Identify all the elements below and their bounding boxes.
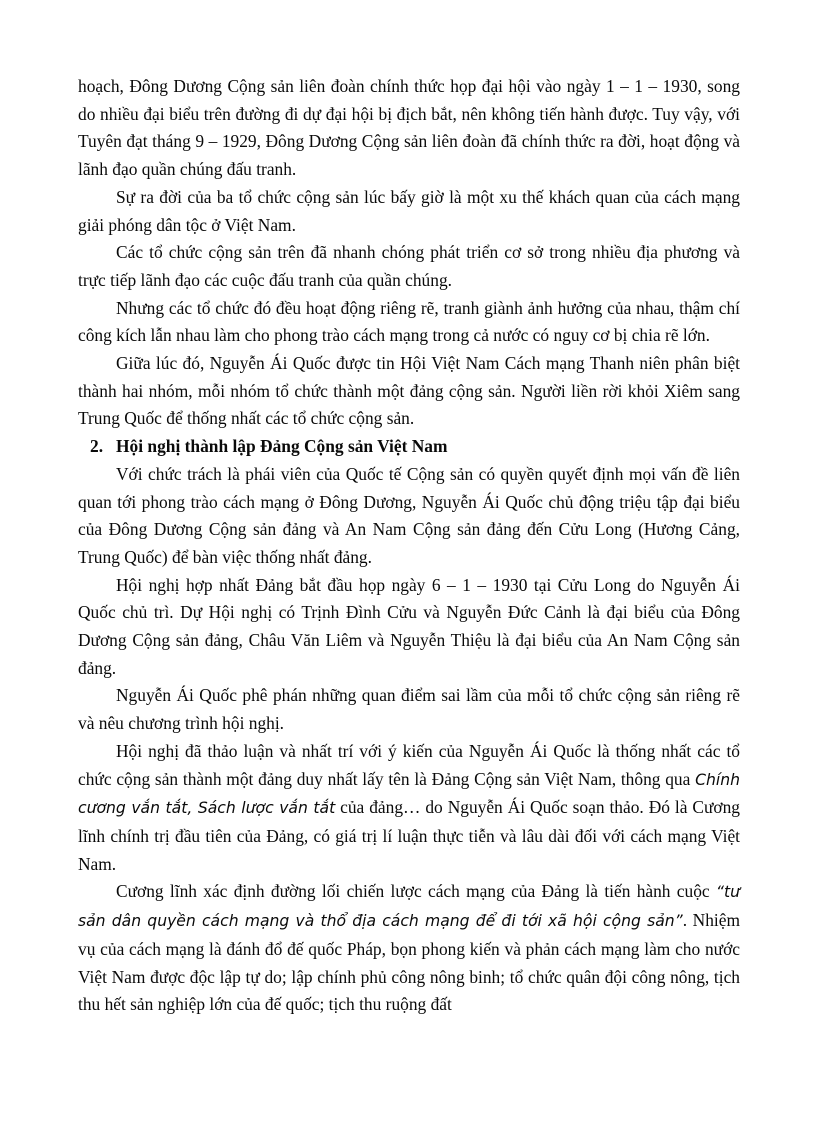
- paragraph: Nhưng các tổ chức đó đều hoạt động riêng rẽ, tranh giành ảnh hưởng của nhau, thậm chí công kích lẫn nhau làm cho phong trào cách mạng trong cả nước có nguy cơ bị chia rẽ lớn.: [78, 297, 740, 346]
- paragraph: [78, 878, 740, 1019]
- document-page: [78, 73, 740, 1019]
- paragraph: Hội nghị hợp nhất Đảng bắt đầu họp ngày 6 – 1 – 1930 tại Cửu Long do Nguyễn Ái Quốc chủ trì. Dự Hội nghị có Trịnh Đình Cửu và Nguyễn Đức Cảnh là đại biểu của Đông Dương Cộng sản đảng, Châu Văn Liêm và Nguyễn Thiệu là đại biểu của An Nam Cộng sản đảng.: [78, 574, 740, 678]
- italic-quote: “tư sản dân quyền cách mạng và thổ địa cách mạng để đi tới xã hội cộng sản”: [78, 883, 740, 931]
- paragraph: Giữa lúc đó, Nguyễn Ái Quốc được tin Hội Việt Nam Cách mạng Thanh niên phân biệt thành hai nhóm, mỗi nhóm tổ chức thành một đảng cộng sản. Người liền rời khỏi Xiêm sang Trung Quốc để thống nhất các tổ chức cộng sản.: [78, 353, 740, 429]
- paragraph: [78, 738, 740, 879]
- text-run: của đảng… do Nguyễn Ái Quốc soạn thảo. Đó là Cương lĩnh chính trị đầu tiên của Đảng, có giá trị lí luận thực tiễn và lâu dài đối với cách mạng Việt Nam.: [78, 797, 740, 874]
- paragraph: Nguyễn Ái Quốc phê phán những quan điểm sai lầm của mỗi tổ chức cộng sản riêng rẽ và nêu chương trình hội nghị.: [78, 685, 740, 734]
- paragraph: Các tổ chức cộng sản trên đã nhanh chóng phát triển cơ sở trong nhiều địa phương và trực tiếp lãnh đạo các cuộc đấu tranh của quần chúng.: [78, 242, 740, 290]
- text-run: Cương lĩnh xác định đường lối chiến lược cách mạng của Đảng là tiến hành cuộc: [116, 881, 716, 902]
- section-heading: [78, 433, 740, 461]
- paragraph: Sự ra đời của ba tổ chức cộng sản lúc bấy giờ là một xu thế khách quan của cách mạng giải phóng dân tộc ở Việt Nam.: [78, 186, 740, 235]
- paragraph-continuation: hoạch, Đông Dương Cộng sản liên đoàn chính thức họp đại hội vào ngày 1 – 1 – 1930, song do nhiều đại biểu trên đường đi dự đại hội bị địch bắt, nên không tiến hành được. Tuy vậy, với Tuyên đạt tháng 9 – 1929, Đông Dương Cộng sản liên đoàn đã chính thức ra đời, hoạt động và lãnh đạo quần chúng đấu tranh.: [78, 76, 740, 180]
- italic-title: Chính cương vắn tắt, Sách lược vắn tắt: [78, 770, 740, 818]
- paragraph: Với chức trách là phái viên của Quốc tế Cộng sản có quyền quyết định mọi vấn đề liên quan tới phong trào cách mạng ở Đông Dương, Nguyễn Ái Quốc chủ động triệu tập đại biểu của Đông Dương Cộng sản đảng và An Nam Cộng sản đảng đến Cửu Long (Hương Cảng, Trung Quốc) để bàn việc thống nhất đảng.: [78, 463, 740, 567]
- section-number: 2.: [90, 436, 104, 457]
- text-run: . Nhiệm vụ của cách mạng là đánh đổ đế quốc Pháp, bọn phong kiến và phản cách mạng làm cho nước Việt Nam được độc lập tự do; lập chính phủ công nông binh; tổ chức quân đội công nông, tịch thu hết sản nghiệp lớn của đế quốc; tịch thu ruộng đất: [78, 910, 740, 1015]
- text-run: Hội nghị đã thảo luận và nhất trí với ý kiến của Nguyễn Ái Quốc là thống nhất các tổ chức cộng sản thành một đảng duy nhất lấy tên là Đảng Cộng sản Việt Nam, thông qua: [78, 740, 740, 789]
- section-title: Hội nghị thành lập Đảng Cộng sản Việt Nam: [116, 436, 448, 457]
